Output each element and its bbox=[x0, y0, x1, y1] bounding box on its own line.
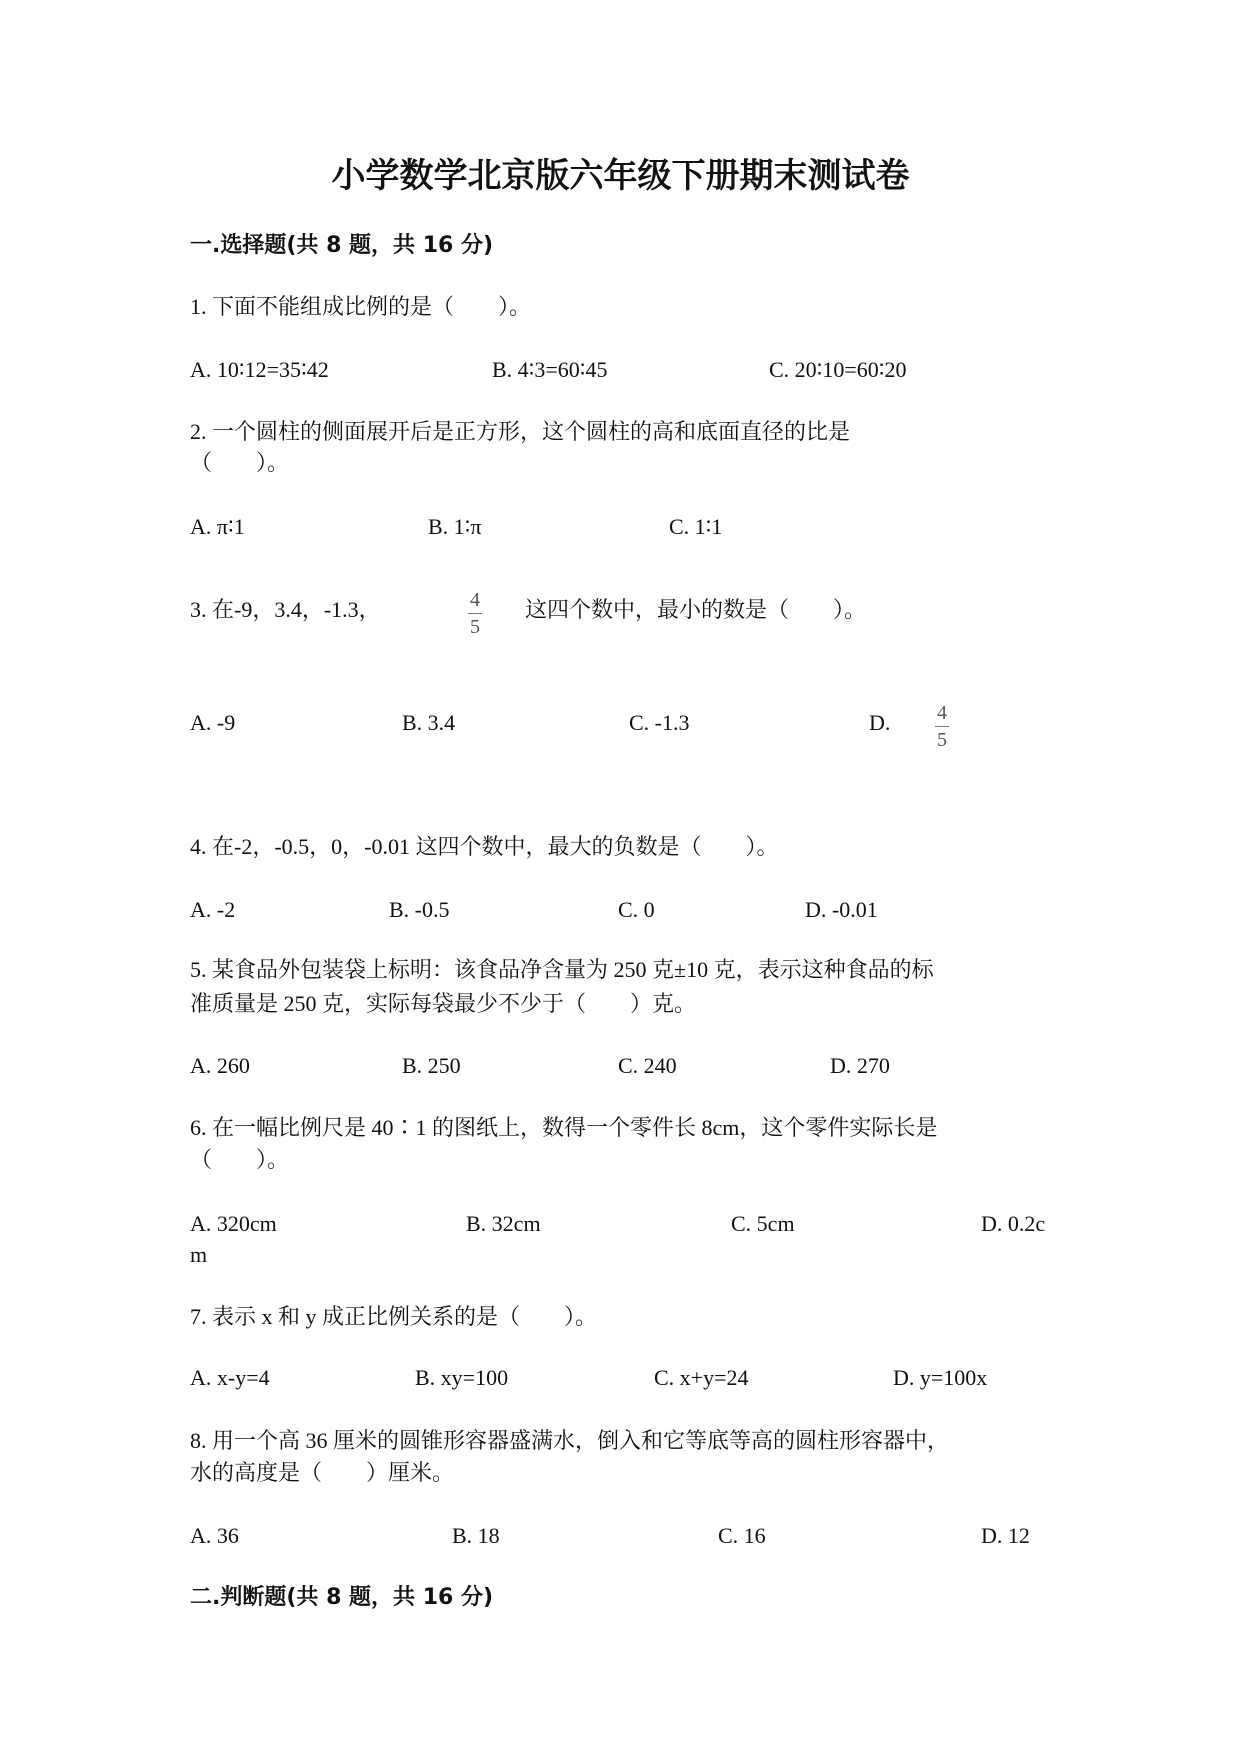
q8-option-a: A. 36 bbox=[190, 1523, 239, 1548]
question-2-text: 2. 一个圆柱的侧面展开后是正方形，这个圆柱的高和底面直径的比是 bbox=[190, 419, 851, 444]
q7-option-c: C. x+y=24 bbox=[654, 1365, 749, 1390]
question-6-text-cont: （ ）。 bbox=[190, 1147, 290, 1172]
q4-option-a: A. -2 bbox=[190, 897, 236, 922]
q4-option-b: B. -0.5 bbox=[389, 897, 450, 922]
q3-option-b: B. 3.4 bbox=[402, 710, 456, 735]
fraction-bar bbox=[468, 613, 482, 614]
q7-option-d: D. y=100x bbox=[893, 1365, 988, 1390]
q8-option-c: C. 16 bbox=[718, 1523, 766, 1548]
q2-option-b: B. 1∶π bbox=[428, 514, 482, 539]
fraction-four-fifths bbox=[468, 590, 482, 637]
question-3-text-cont: 这四个数中，最小的数是（ ）。 bbox=[525, 597, 867, 622]
question-5-text: 5. 某食品外包装袋上标明：该食品净含量为 250 克±10 克，表示这种食品的标 bbox=[190, 957, 934, 982]
q4-option-d: D. -0.01 bbox=[805, 897, 878, 922]
question-6-text: 6. 在一幅比例尺是 40∶1 的图纸上，数得一个零件长 8cm，这个零件实际长是 bbox=[190, 1115, 938, 1140]
q1-option-c: C. 20∶10=60∶20 bbox=[769, 357, 907, 382]
q5-option-a: A. 260 bbox=[190, 1053, 250, 1078]
q8-option-d: D. 12 bbox=[981, 1523, 1030, 1548]
q3-option-d: D. bbox=[869, 710, 891, 735]
q6-option-d-wrap: m bbox=[190, 1242, 208, 1267]
q6-option-c: C. 5cm bbox=[731, 1211, 795, 1236]
q8-option-b: B. 18 bbox=[452, 1523, 500, 1548]
q6-option-b: B. 32cm bbox=[466, 1211, 541, 1236]
q5-option-d: D. 270 bbox=[830, 1053, 890, 1078]
q5-option-c: C. 240 bbox=[618, 1053, 677, 1078]
q7-option-b: B. xy=100 bbox=[415, 1365, 509, 1390]
section-heading: 二.判断题(共 8 题，共 16 分) bbox=[190, 1585, 494, 1610]
question-3-text: 3. 在-9，3.4，-1.3， bbox=[190, 597, 381, 622]
q7-option-a: A. x-y=4 bbox=[190, 1365, 270, 1390]
fraction-denominator: 5 bbox=[470, 616, 480, 638]
question-5-text-cont: 准质量是 250 克，实际每袋最少不少于（ ）克。 bbox=[190, 991, 697, 1016]
question-4-text: 4. 在-2，-0.5，0，-0.01 这四个数中，最大的负数是（ ）。 bbox=[190, 834, 779, 859]
q6-option-d: D. 0.2c bbox=[981, 1211, 1046, 1236]
section-heading: 一.选择题(共 8 题，共 16 分) bbox=[190, 233, 494, 258]
fraction-numerator: 4 bbox=[937, 702, 947, 724]
question-2-text-cont: （ ）。 bbox=[190, 450, 290, 475]
q5-option-b: B. 250 bbox=[402, 1053, 461, 1078]
fraction-numerator: 4 bbox=[470, 589, 480, 611]
q3-option-c: C. -1.3 bbox=[629, 710, 690, 735]
page-title: 小学数学北京版六年级下册期末测试卷 bbox=[331, 158, 910, 195]
q1-option-b: B. 4∶3=60∶45 bbox=[492, 357, 608, 382]
q3-option-a: A. -9 bbox=[190, 710, 236, 735]
question-7-text: 7. 表示 x 和 y 成正比例关系的是（ ）。 bbox=[190, 1304, 598, 1329]
q1-option-a: A. 10∶12=35∶42 bbox=[190, 357, 329, 382]
fraction-four-fifths bbox=[935, 703, 949, 750]
q6-option-a: A. 320cm bbox=[190, 1211, 277, 1236]
q2-option-a: A. π∶1 bbox=[190, 514, 245, 539]
fraction-denominator: 5 bbox=[937, 729, 947, 751]
fraction-bar bbox=[935, 726, 949, 727]
q4-option-c: C. 0 bbox=[618, 897, 655, 922]
question-8-text: 8. 用一个高 36 厘米的圆锥形容器盛满水，倒入和它等底等高的圆柱形容器中， bbox=[190, 1428, 950, 1453]
q2-option-c: C. 1∶1 bbox=[669, 514, 723, 539]
question-8-text-cont: 水的高度是（ ）厘米。 bbox=[190, 1460, 455, 1485]
question-1-text: 1. 下面不能组成比例的是（ ）。 bbox=[190, 294, 532, 319]
